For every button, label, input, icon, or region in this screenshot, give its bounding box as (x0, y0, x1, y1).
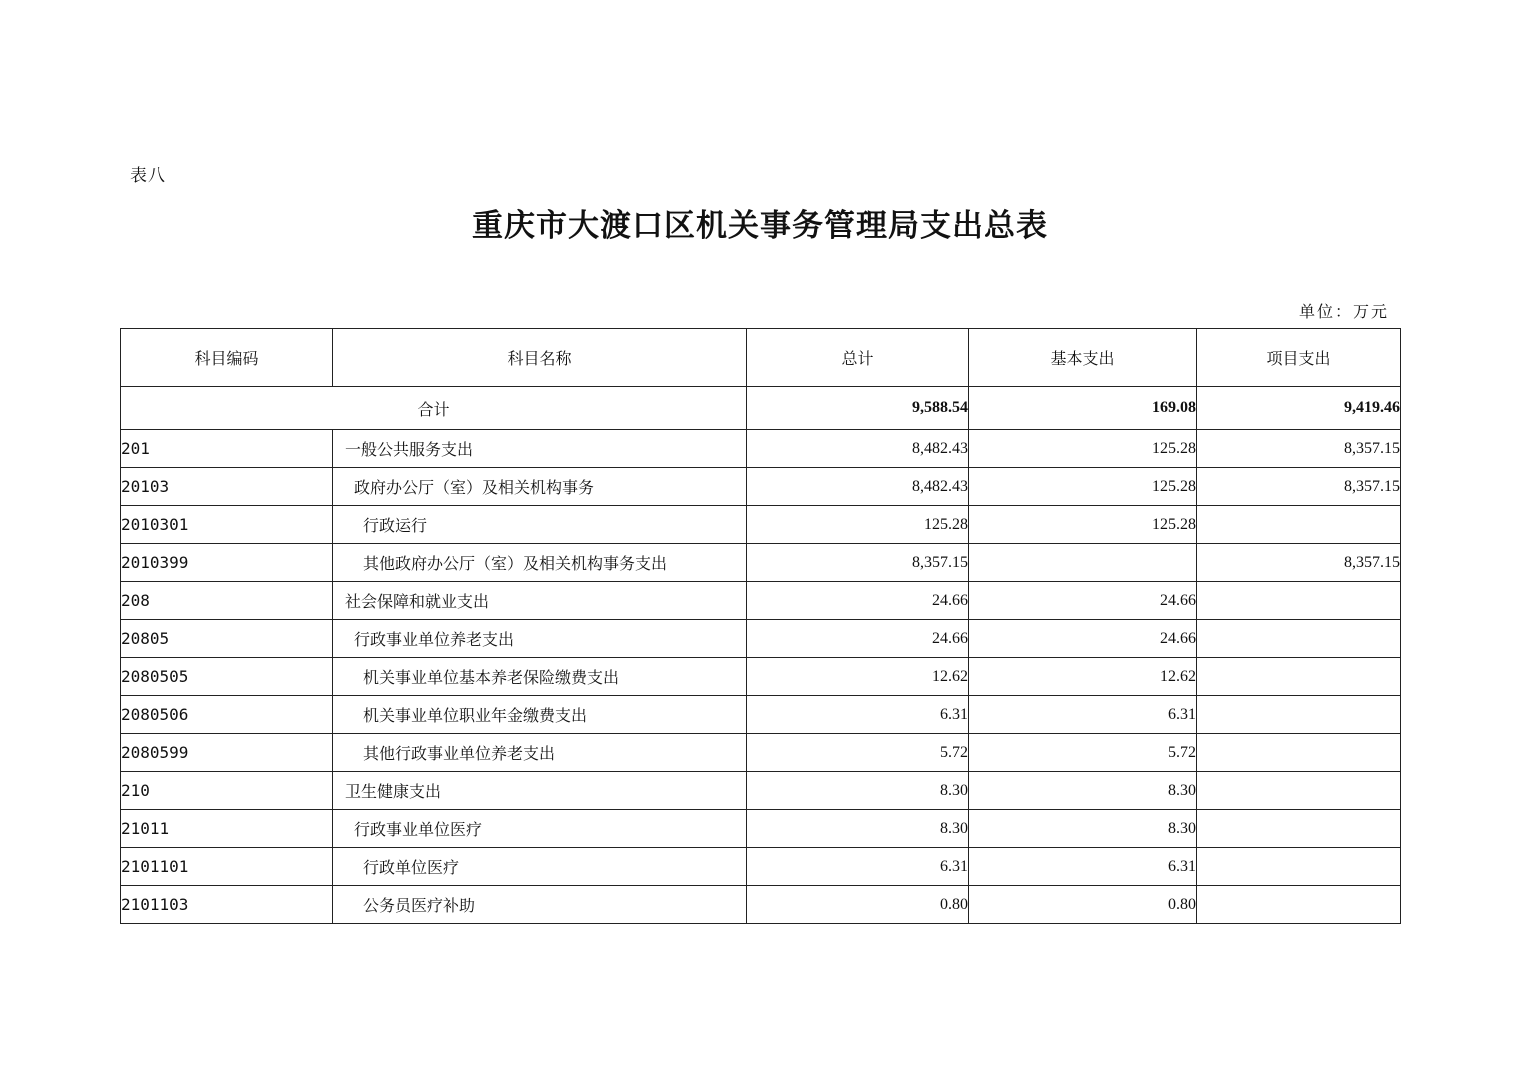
basic-expenditure-cell: 24.66 (969, 620, 1197, 658)
project-expenditure-cell (1197, 848, 1401, 886)
basic-expenditure-cell: 125.28 (969, 506, 1197, 544)
total-project: 9,419.46 (1197, 387, 1401, 430)
basic-expenditure-cell: 8.30 (969, 810, 1197, 848)
subject-code-cell: 21011 (121, 810, 333, 848)
total-cell: 0.80 (747, 886, 969, 924)
unit-label: 单位：万元 (1298, 302, 1389, 321)
project-expenditure-cell (1197, 696, 1401, 734)
subject-name-cell: 政府办公厅（室）及相关机构事务 (333, 468, 747, 506)
subject-code-cell: 2010301 (121, 506, 333, 544)
subject-name-cell: 行政运行 (333, 506, 747, 544)
header-basic-expenditure: 基本支出 (969, 329, 1197, 387)
total-cell: 125.28 (747, 506, 969, 544)
project-expenditure-cell (1197, 620, 1401, 658)
total-cell: 8,357.15 (747, 544, 969, 582)
subject-name-cell: 行政事业单位医疗 (333, 810, 747, 848)
project-expenditure-cell: 8,357.15 (1197, 468, 1401, 506)
basic-expenditure-cell: 125.28 (969, 430, 1197, 468)
project-expenditure-cell (1197, 772, 1401, 810)
total-cell: 24.66 (747, 582, 969, 620)
project-expenditure-cell (1197, 886, 1401, 924)
total-label: 合计 (121, 387, 747, 430)
project-expenditure-cell: 8,357.15 (1197, 544, 1401, 582)
subject-code-cell: 208 (121, 582, 333, 620)
subject-code-cell: 2010399 (121, 544, 333, 582)
project-expenditure-cell (1197, 810, 1401, 848)
table-row (121, 848, 1401, 886)
subject-name-cell: 其他政府办公厅（室）及相关机构事务支出 (333, 544, 747, 582)
subject-name-cell: 机关事业单位基本养老保险缴费支出 (333, 658, 747, 696)
project-expenditure-cell (1197, 734, 1401, 772)
project-expenditure-cell (1197, 506, 1401, 544)
total-row (121, 387, 1401, 430)
table-row (121, 734, 1401, 772)
table-row (121, 582, 1401, 620)
basic-expenditure-cell: 6.31 (969, 696, 1197, 734)
subject-code-cell: 2101101 (121, 848, 333, 886)
basic-expenditure-cell: 8.30 (969, 772, 1197, 810)
subject-code-cell: 2080505 (121, 658, 333, 696)
table-row (121, 506, 1401, 544)
project-expenditure-cell (1197, 658, 1401, 696)
document-title: 重庆市大渡口区机关事务管理局支出总表 (472, 208, 1048, 244)
total-cell: 8,482.43 (747, 430, 969, 468)
subject-name-cell: 公务员医疗补助 (333, 886, 747, 924)
header-subject-name: 科目名称 (333, 329, 747, 387)
basic-expenditure-cell (969, 544, 1197, 582)
subject-name-cell: 其他行政事业单位养老支出 (333, 734, 747, 772)
table-row (121, 658, 1401, 696)
basic-expenditure-cell: 0.80 (969, 886, 1197, 924)
total-cell: 5.72 (747, 734, 969, 772)
basic-expenditure-cell: 12.62 (969, 658, 1197, 696)
total-cell: 24.66 (747, 620, 969, 658)
subject-name-cell: 行政事业单位养老支出 (333, 620, 747, 658)
subject-code-cell: 201 (121, 430, 333, 468)
subject-code-cell: 2101103 (121, 886, 333, 924)
total-cell: 6.31 (747, 696, 969, 734)
total-cell: 12.62 (747, 658, 969, 696)
total-cell: 8,482.43 (747, 468, 969, 506)
subject-name-cell: 社会保障和就业支出 (333, 582, 747, 620)
total-basic: 169.08 (969, 387, 1197, 430)
table-row (121, 810, 1401, 848)
basic-expenditure-cell: 6.31 (969, 848, 1197, 886)
expenditure-table (120, 328, 1401, 924)
table-row (121, 886, 1401, 924)
subject-name-cell: 机关事业单位职业年金缴费支出 (333, 696, 747, 734)
header-row (121, 329, 1401, 387)
table-row (121, 620, 1401, 658)
subject-name-cell: 行政单位医疗 (333, 848, 747, 886)
header-project-expenditure: 项目支出 (1197, 329, 1401, 387)
project-expenditure-cell (1197, 582, 1401, 620)
basic-expenditure-cell: 24.66 (969, 582, 1197, 620)
total-sum: 9,588.54 (747, 387, 969, 430)
total-cell: 8.30 (747, 772, 969, 810)
subject-code-cell: 20103 (121, 468, 333, 506)
header-total: 总计 (747, 329, 969, 387)
subject-name-cell: 一般公共服务支出 (333, 430, 747, 468)
subject-code-cell: 20805 (121, 620, 333, 658)
table-row (121, 544, 1401, 582)
table-row (121, 430, 1401, 468)
total-cell: 8.30 (747, 810, 969, 848)
project-expenditure-cell: 8,357.15 (1197, 430, 1401, 468)
header-subject-code: 科目编码 (121, 329, 333, 387)
table-row (121, 468, 1401, 506)
subject-code-cell: 210 (121, 772, 333, 810)
total-cell: 6.31 (747, 848, 969, 886)
table-row (121, 772, 1401, 810)
basic-expenditure-cell: 5.72 (969, 734, 1197, 772)
subject-code-cell: 2080599 (121, 734, 333, 772)
subject-name-cell: 卫生健康支出 (333, 772, 747, 810)
subject-code-cell: 2080506 (121, 696, 333, 734)
table-row (121, 696, 1401, 734)
basic-expenditure-cell: 125.28 (969, 468, 1197, 506)
table-number: 表八 (130, 166, 166, 186)
